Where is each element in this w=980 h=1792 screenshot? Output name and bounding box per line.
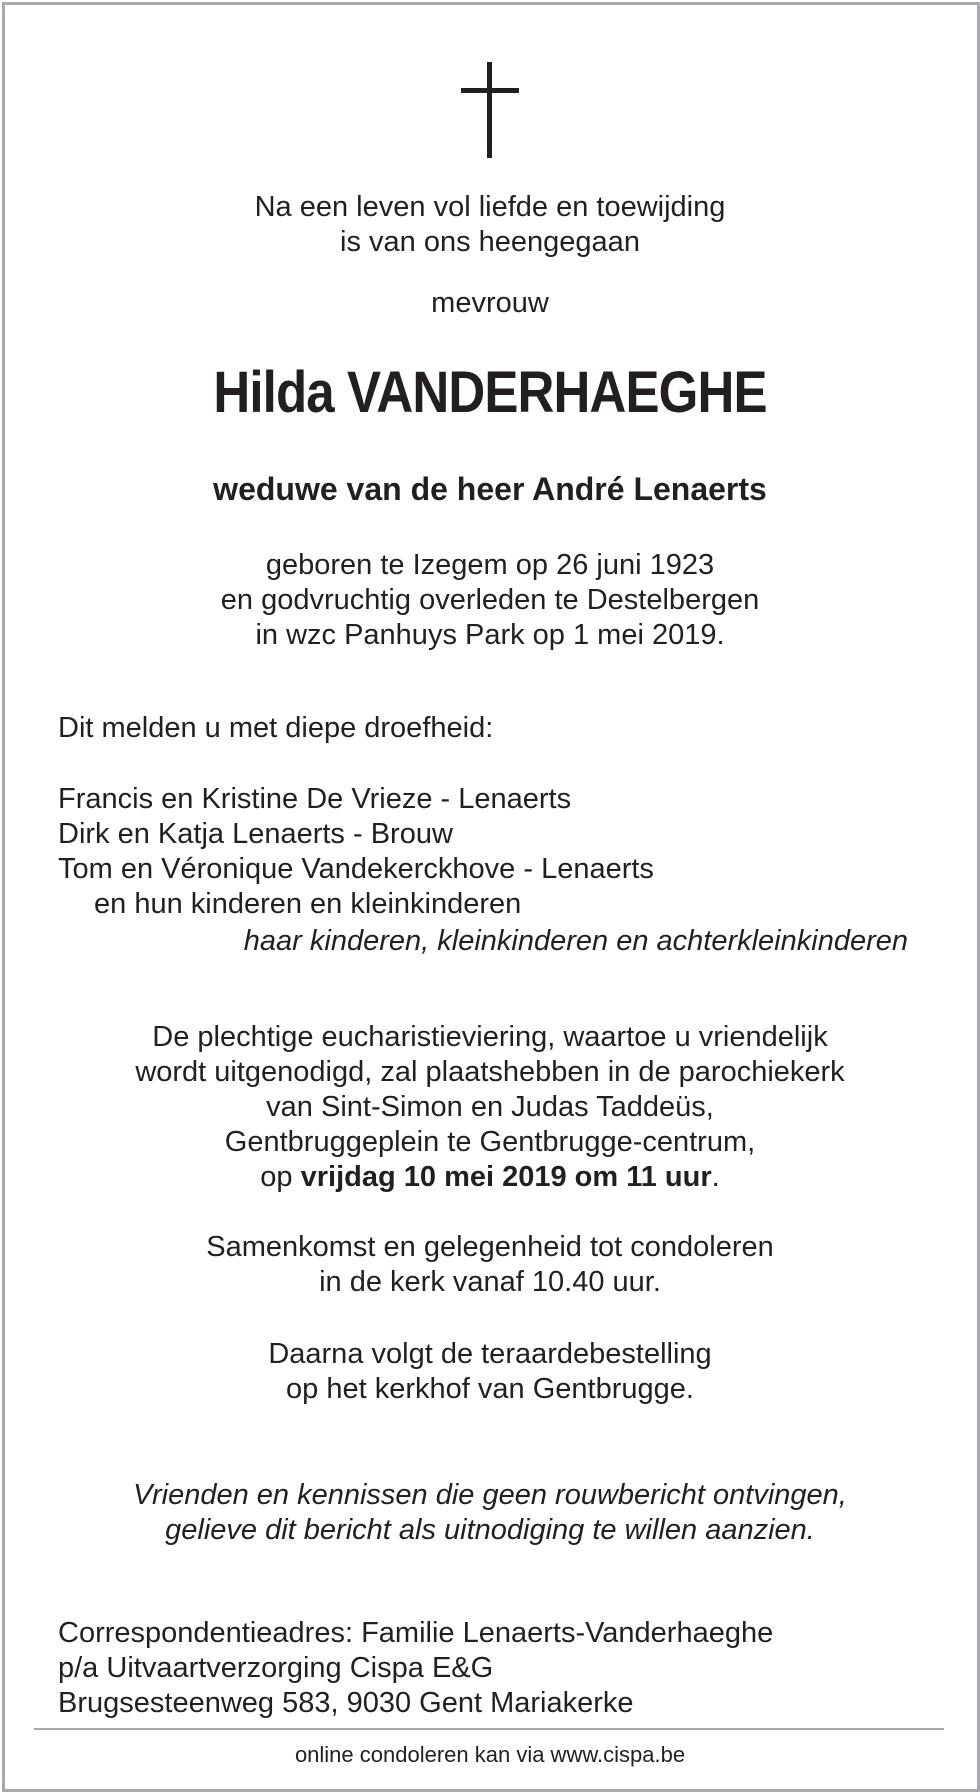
online-condolence-footer: online condoleren kan via www.cispa.be xyxy=(294,1742,686,1767)
footer-divider xyxy=(34,1728,944,1730)
ceremony-details xyxy=(0,1020,980,1195)
ceremony-date: vrijdag 10 mei 2019 om 11 uur xyxy=(300,1161,712,1193)
cross-icon xyxy=(0,58,980,162)
birth-line: geboren te Izegem op 26 juni 1923 xyxy=(265,549,715,581)
address-line-1: Correspondentieadres: Familie Lenaerts-Vanderhaeghe xyxy=(58,1617,774,1649)
invitation-line-1: Vrienden en kennissen die geen rouwbericht ontvingen, xyxy=(133,1479,847,1511)
family-list xyxy=(58,782,654,922)
family-descendants: en hun kinderen en kleinkinderen xyxy=(94,888,522,920)
spouse-line: weduwe van de heer André Lenaerts xyxy=(213,471,767,507)
burial-line-1: Daarna volgt de teraardebestelling xyxy=(268,1338,712,1370)
burial-details xyxy=(0,1337,980,1407)
announcement-line: Dit melden u met diepe droefheid: xyxy=(58,712,494,744)
ceremony-date-prefix: op xyxy=(260,1161,293,1193)
gathering-line-2: in de kerk vanaf 10.40 uur. xyxy=(319,1266,661,1298)
correspondence-address xyxy=(58,1616,773,1721)
condolence-gathering xyxy=(0,1230,980,1300)
address-line-3: Brugsesteenweg 583, 9030 Gent Mariakerke xyxy=(58,1687,634,1719)
burial-line-2: op het kerkhof van Gentbrugge. xyxy=(286,1373,694,1405)
family-member: Tom en Véronique Vandekerckhove - Lenaerts xyxy=(58,853,654,885)
title-word: mevrouw xyxy=(431,287,549,319)
ceremony-location: Gentbruggeplein te Gentbrugge-centrum, xyxy=(224,1126,756,1158)
family-member: Francis en Kristine De Vrieze - Lenaerts xyxy=(58,783,572,815)
address-line-2: p/a Uitvaartverzorging Cispa E&G xyxy=(58,1652,494,1684)
ceremony-church: van Sint-Simon en Judas Taddeüs, xyxy=(266,1091,714,1123)
gathering-line-1: Samenkomst en gelegenheid tot condoleren xyxy=(206,1231,774,1263)
ceremony-line-2: wordt uitgenodigd, zal plaatshebben in de parochiekerk xyxy=(135,1056,845,1088)
invitation-note xyxy=(0,1478,980,1548)
intro-line-2: is van ons heengegaan xyxy=(340,226,640,258)
ceremony-line-1: De plechtige eucharistieviering, waartoe u vriendelijk xyxy=(152,1021,828,1053)
intro-line-1: Na een leven vol liefde en toewijding xyxy=(254,191,726,223)
cross-vertical-bar xyxy=(487,62,492,158)
cross-horizontal-bar xyxy=(461,88,519,93)
deceased-name: Hilda VANDERHAEGHE xyxy=(213,360,767,425)
family-member: Dirk en Katja Lenaerts - Brouw xyxy=(58,818,453,850)
family-relation: haar kinderen, kleinkinderen en achterkleinkinderen xyxy=(243,925,908,957)
death-place-line: in wzc Panhuys Park op 1 mei 2019. xyxy=(255,619,725,651)
ceremony-date-suffix: . xyxy=(711,1161,720,1193)
invitation-line-2: gelieve dit bericht als uitnodiging te willen aanzien. xyxy=(165,1514,815,1546)
intro-text xyxy=(0,190,980,260)
ceremony-date-line xyxy=(0,1160,980,1195)
birth-death-details xyxy=(0,548,980,653)
death-line: en godvruchtig overleden te Destelbergen xyxy=(220,584,760,616)
